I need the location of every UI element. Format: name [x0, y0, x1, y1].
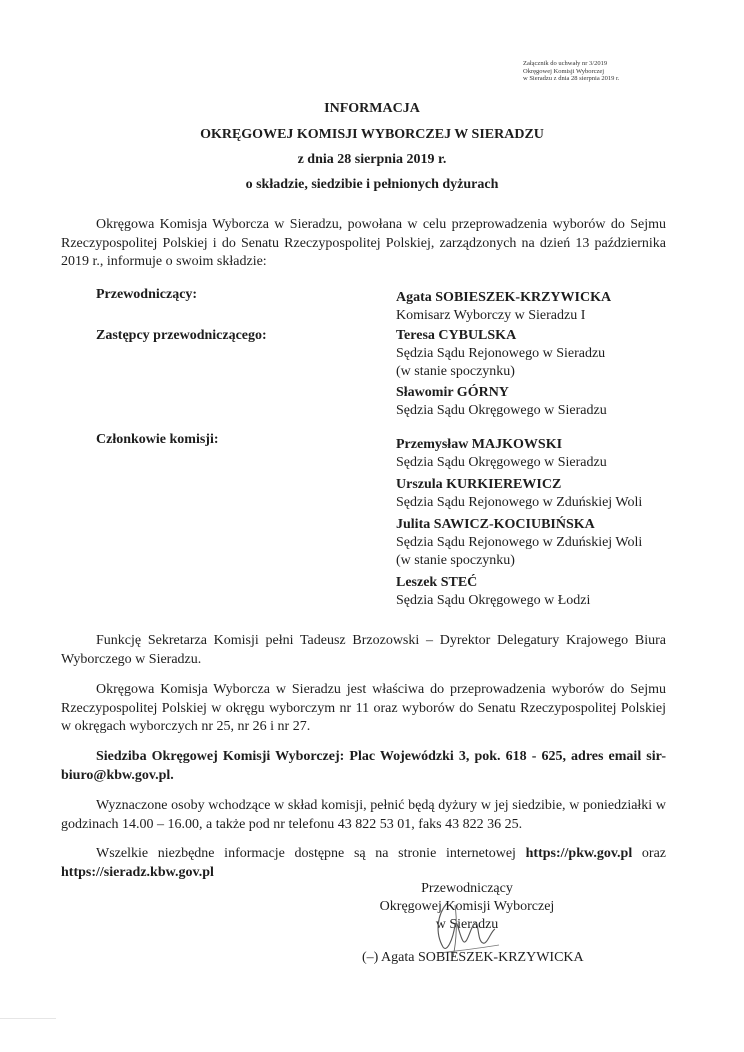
member-entry	[396, 327, 605, 381]
member-desc: Sędzia Sądu Okręgowego w Łodzi	[396, 593, 591, 608]
competence-paragraph: Okręgowa Komisja Wyborcza w Sieradzu jest właściwa do przeprowadzenia wyborów do Sejmu Rzeczypospolitej Polskiej w okręgu wyborczym nr 11 oraz wyborów do Senatu Rzeczypospolitej Polskiej w okręgach wyborczych nr 25, nr 26 i nr 27.	[61, 682, 666, 734]
seat-paragraph: Siedziba Okręgowej Komisji Wyborczej: Plac Wojewódzki 3, pok. 618 - 625, adres email sir-biuro@kbw.gov.pl.	[61, 749, 666, 783]
secretary-paragraph: Funkcję Sekretarza Komisji pełni Tadeusz Brzozowski – Dyrektor Delegatury Krajowego Biura Wyborczego w Sieradzu.	[61, 633, 666, 667]
member-desc: Sędzia Sądu Rejonowego w Sieradzu	[396, 346, 606, 361]
member-entry	[396, 574, 590, 610]
member-name: Przemysław MAJKOWSKI	[396, 437, 563, 452]
member-entry	[396, 289, 611, 325]
intro-paragraph: Okręgowa Komisja Wyborcza w Sieradzu, powołana w celu przeprowadzenia wyborów do Sejmu Rzeczypospolitej Polskiej i do Senatu Rzeczypospolitej Polskiej, zarządzonych na dzień 13 października 2019 r., informuje o swoim składzie:	[61, 217, 666, 269]
info-paragraph	[61, 845, 666, 882]
member-entry	[396, 476, 642, 512]
member-name: Urszula KURKIEREWICZ	[396, 477, 562, 492]
member-name: Sławomir GÓRNY	[396, 385, 509, 400]
info-text: Wszelkie niezbędne informacje dostępne są na stronie internetowej	[96, 846, 516, 861]
duty-paragraph: Wyznaczone osoby wchodzące w skład komisji, pełnić będą dyżury w jej siedzibie, w poniedziałki w godzinach 14.00 – 16.00, a także pod nr telefonu 43 822 53 01, faks 43 822 36 25.	[61, 798, 666, 832]
document-title: INFORMACJA	[324, 101, 420, 116]
role-members: Członkowie komisji:	[96, 432, 219, 447]
document-topic: o składzie, siedzibie i pełnionych dyżurach	[245, 177, 499, 192]
member-desc: Sędzia Sądu Okręgowego w Sieradzu	[396, 455, 607, 470]
attachment-line-2: Okręgowej Komisji Wyborczej	[523, 67, 605, 75]
attachment-line-1: Załącznik do uchwały nr 3/2019	[523, 60, 608, 67]
member-entry	[396, 516, 642, 570]
member-name: Leszek STEĆ	[396, 575, 478, 590]
signature-place: w Sieradzu	[435, 917, 499, 932]
signature-commission: Okręgowej Komisji Wyborczej	[379, 899, 555, 914]
member-name: Agata SOBIESZEK-KRZYWICKA	[396, 290, 612, 305]
page-edge-mark	[0, 1018, 56, 1019]
member-desc: (w stanie spoczynku)	[396, 364, 515, 379]
role-deputies: Zastępcy przewodniczącego:	[96, 328, 267, 343]
member-desc: Sędzia Sądu Okręgowego w Sieradzu	[396, 403, 607, 418]
member-desc: Komisarz Wyborczy w Sieradzu I	[396, 308, 586, 323]
info-conjunction: oraz	[641, 846, 667, 861]
document-subtitle: OKRĘGOWEJ KOMISJI WYBORCZEJ W SIERADZU	[200, 127, 544, 142]
member-name: Julita SAWICZ-KOCIUBIŃSKA	[396, 517, 595, 532]
attachment-note	[523, 60, 713, 83]
pkw-link[interactable]: https://pkw.gov.pl	[525, 846, 633, 861]
member-desc: Sędzia Sądu Rejonowego w Zduńskiej Woli	[396, 535, 643, 550]
member-entry	[396, 384, 607, 420]
member-entry	[396, 436, 607, 472]
member-desc: (w stanie spoczynku)	[396, 553, 515, 568]
signatory-name: (–) Agata SOBIESZEK-KRZYWICKA	[362, 950, 584, 965]
document-date: z dnia 28 sierpnia 2019 r.	[297, 152, 447, 167]
attachment-line-3: w Sieradzu z dnia 28 sierpnia 2019 r.	[523, 75, 620, 83]
role-chair: Przewodniczący:	[96, 287, 198, 302]
member-desc: Sędzia Sądu Rejonowego w Zduńskiej Woli	[396, 495, 643, 510]
sieradz-link[interactable]: https://sieradz.kbw.gov.pl	[61, 864, 214, 880]
member-name: Teresa CYBULSKA	[396, 328, 517, 343]
signature-title: Przewodniczący	[421, 881, 513, 896]
